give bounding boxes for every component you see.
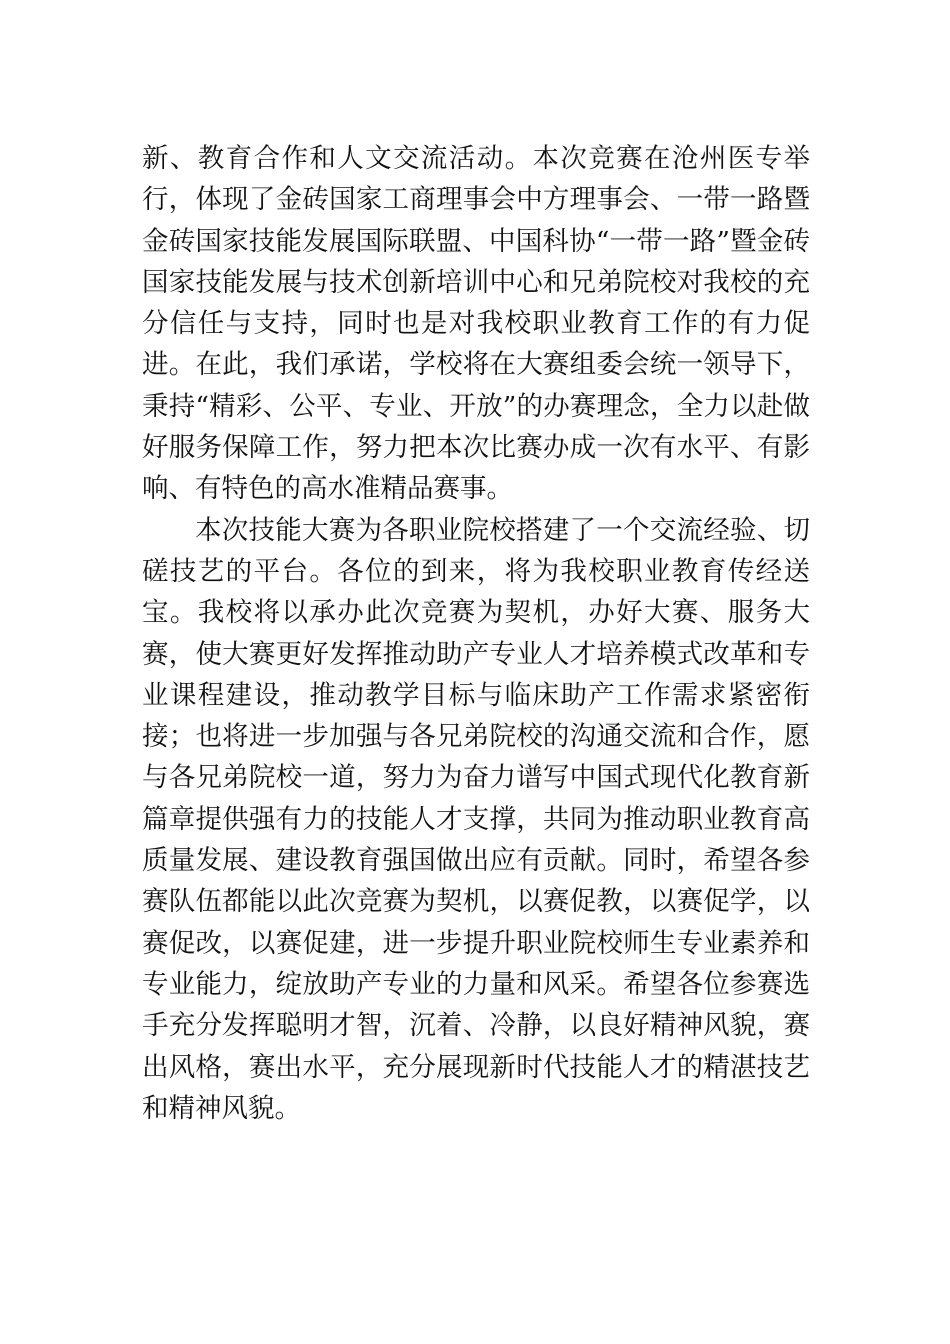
paragraph: 本次技能大赛为各职业院校搭建了一个交流经验、切磋技艺的平台。各位的到来，将为我校职业教育传经送宝。我校将以承办此次竞赛为契机，办好大赛、服务大赛，使大赛更好发挥推动助产专业人才培养模式改革和专业课程建设，推动教学目标与临床助产工作需求紧密衔接；也将进一步加强与各兄弟院校的沟通交流和合作，愿与各兄弟院校一道，努力为奋力谱写中国式现代化教育新篇章提供强有力的技能人才支撑，共同为推动职业教育高质量发展、建设教育强国做出应有贡献。同时，希望各参赛队伍都能以此次竞赛为契机，以赛促教，以赛促学，以赛促改，以赛促建，进一步提升职业院校师生专业素养和专业能力，绽放助产专业的力量和风采。希望各位参赛选手充分发挥聪明才智，沉着、冷静，以良好精神风貌，赛出风格，赛出水平，充分展现新时代技能人才的精湛技艺和精神风貌。 xyxy=(142,514,810,1124)
body-text xyxy=(142,138,810,1129)
paragraph-continued: 新、教育合作和人文交流活动。本次竞赛在沧州医专举行，体现了金砖国家工商理事会中方理事会、一带一路暨金砖国家技能发展国际联盟、中国科协“一带一路”暨金砖国家技能发展与技术创新培训中心和兄弟院校对我校的充分信任与支持，同时也是对我校职业教育工作的有力促进。在此，我们承诺，学校将在大赛组委会统一领导下，秉持“精彩、公平、专业、开放”的办赛理念，全力以赴做好服务保障工作，努力把本次比赛办成一次有水平、有影响、有特色的高水准精品赛事。 xyxy=(142,143,810,505)
